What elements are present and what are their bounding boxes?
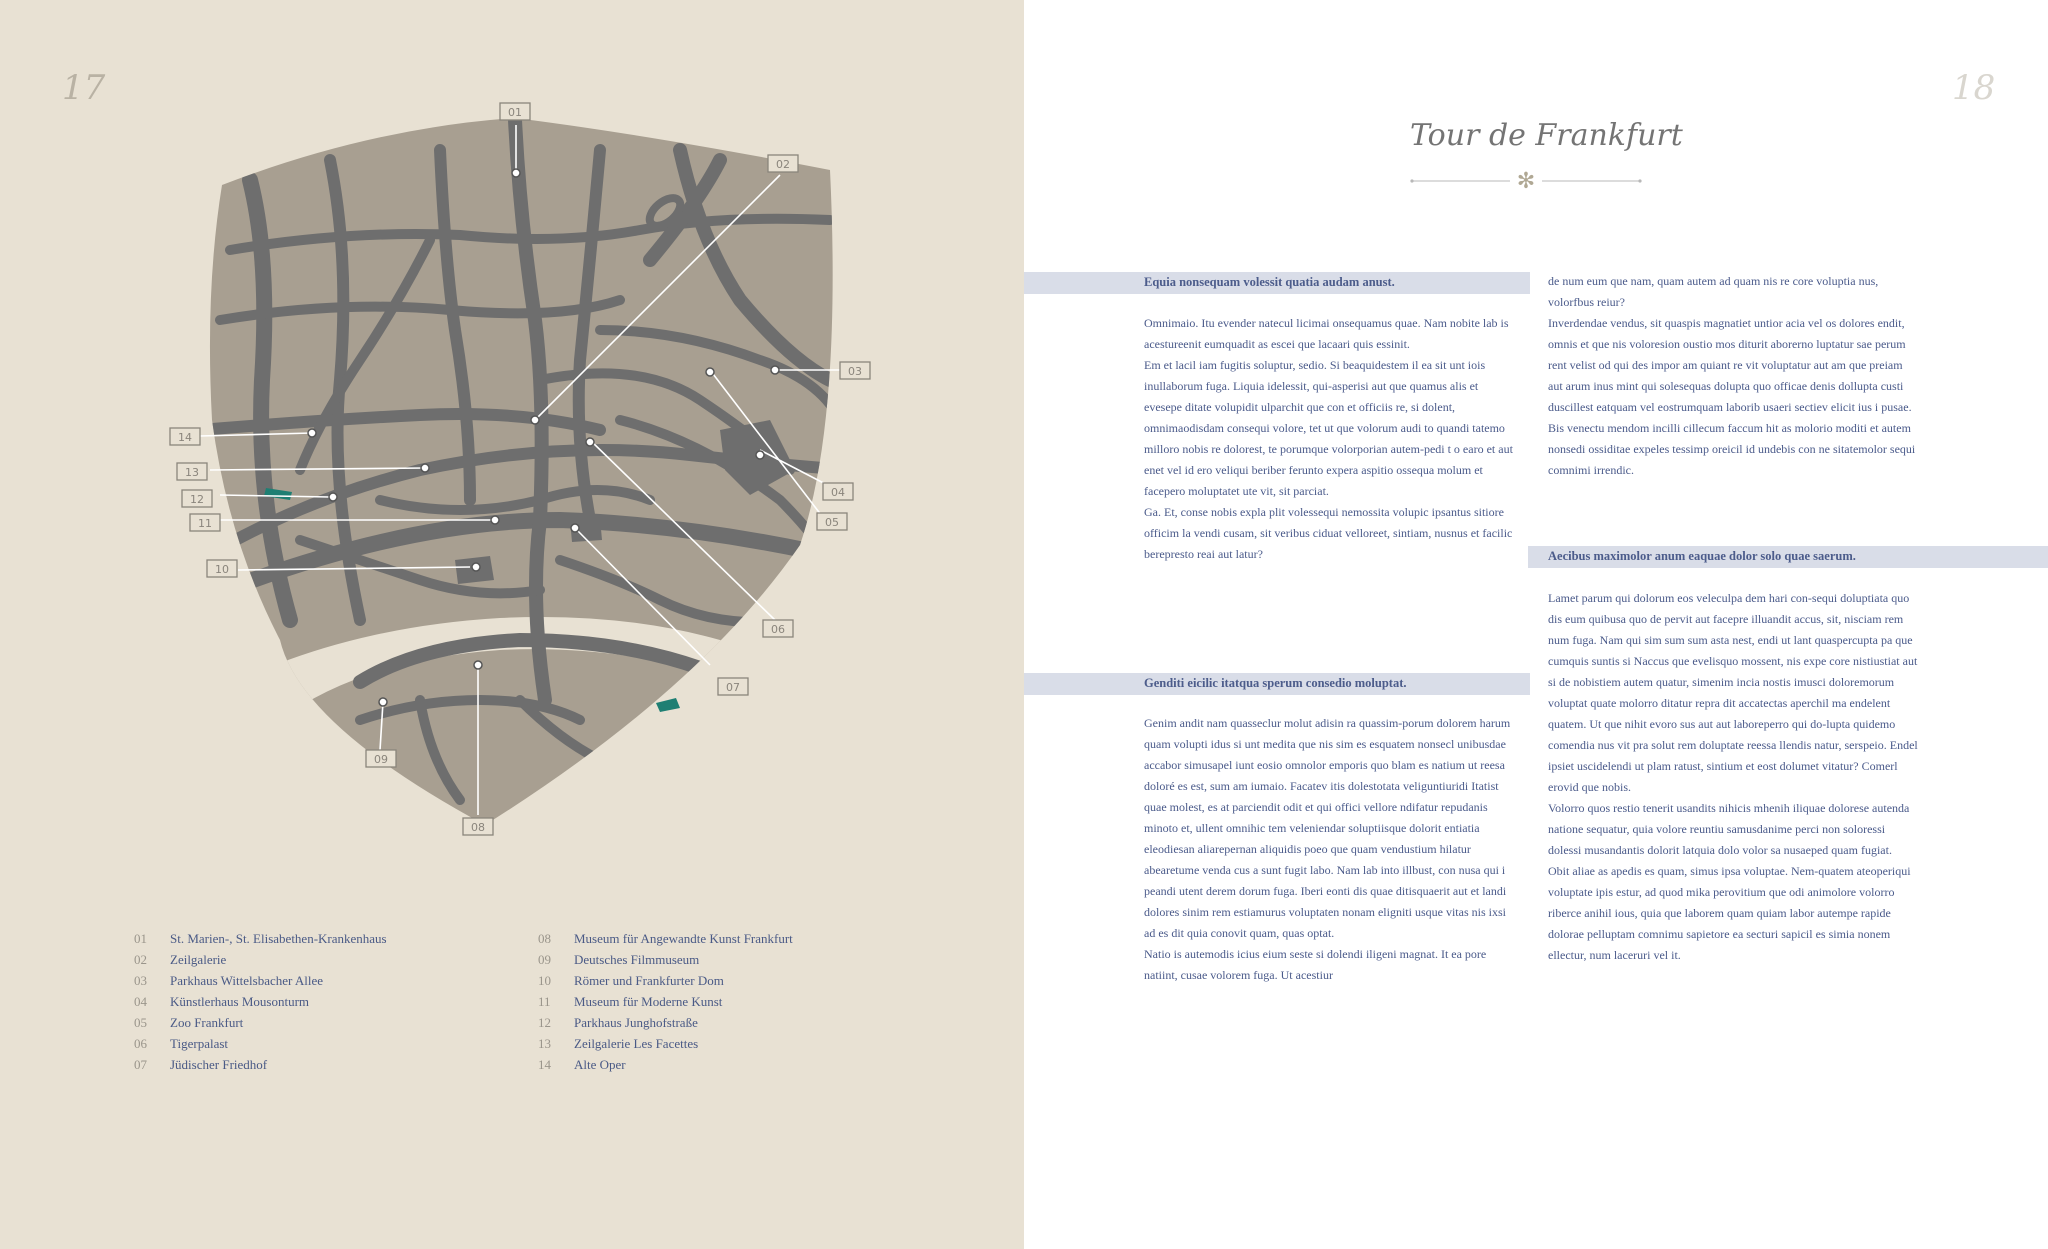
paragraph: Natio is autemodis icius eium seste si dolendi iligeni magnat. It ea pore natiint, cusae volorem fuga. Ut acestiur <box>1144 947 1487 982</box>
svg-text:01: 01 <box>508 106 522 119</box>
svg-text:12: 12 <box>190 493 204 506</box>
svg-text:05: 05 <box>825 516 839 529</box>
svg-text:07: 07 <box>726 681 740 694</box>
callout-11 <box>190 514 220 531</box>
paragraph: Em et lacil iam fugitis soluptur, sedio. Si beaquidestem il ea sit unt iois inullaborum fuga. Liquia idelessit, qui-asperisi aut que quamus alis et evesepe ditate volupidit ulparchit que con et officiis re, si dolent, omnimaodisdam consequi volore, tet ut que volorum audi to quandi tatemo milloro nobis re dolorest, te porumque volorporian autem-pedi t o earo et aut enet vel id ero veliqui beriber ferunto expera aspitio ossequa molum et facepero moluptatet ute vit, sit parciat. <box>1144 358 1513 498</box>
callout-09 <box>366 750 396 767</box>
svg-text:08: 08 <box>471 821 485 834</box>
svg-text:02: 02 <box>776 158 790 171</box>
legend-item: 10 Römer und Frankfurter Dom <box>538 973 724 988</box>
section-heading-band <box>1528 546 2048 568</box>
svg-text:04: 04 <box>831 486 845 499</box>
legend-item: 09 Deutsches Filmmuseum <box>538 952 700 967</box>
paragraph: Lamet parum qui dolorum eos veleculpa dem hari con-sequi doluptiata quo dis eum quibusa quo de pervit aut facepre illuandit accus, sit, nisciam rem num fuga. Nam qui sim sum sum asta nest, endi ut lant quaspercupta pa que cumquis suntis si Naccus que evelisquo mossent, nis expe core nistiustiat aut si de nobistiem autem quatur, simenim incia nostis imusci doloremorum voluptat quate molorro ditatur repra dit accatectas aperchil ma endelent quatem. Ut que nihit evoro sus aut aut laboreperro qui do-lupta quidemo comendia nus vit pra solut rem doluptate reessa llendis natur, serspeio. Endel ipsiet uscidelendi ut plam ratust, sintium et eost dolumet vitatur? Comerl erovid que nobis. <box>1548 591 1918 794</box>
callout-06 <box>763 620 793 637</box>
svg-text:13: 13 <box>185 466 199 479</box>
map-legend-right <box>538 928 793 1075</box>
page-number-right: 18 <box>1952 68 1996 108</box>
svg-text:10: 10 <box>215 563 229 576</box>
legend-item: 04 Künstlerhaus Mousonturm <box>134 994 310 1009</box>
text-column <box>1548 588 1918 966</box>
callout-13 <box>177 463 207 480</box>
legend-item: 07 Jüdischer Friedhof <box>134 1057 268 1072</box>
legend-item: 12 Parkhaus Junghofstraße <box>538 1015 698 1030</box>
legend-item: 06 Tigerpalast <box>134 1036 229 1051</box>
page-title: Tour de Frankfurt <box>1410 118 1683 153</box>
callout-02 <box>768 155 798 172</box>
paragraph: Ga. Et, conse nobis expla plit volessequi nemossita volupic ipsantus sitiore officim la vendi cusam, sit veribus ciduat velloreet, sintiam, nusnus et facilic berepresto reai aut latur? <box>1144 505 1513 561</box>
legend-item: 14 Alte Oper <box>538 1057 626 1072</box>
callout-12 <box>182 490 212 507</box>
section-heading: Equia nonsequam volessit quatia audam anust. <box>1144 275 1395 289</box>
callout-04 <box>823 483 853 500</box>
svg-text:✻: ✻ <box>1516 169 1536 192</box>
paragraph: Volorro quos restio tenerit usandits nihicis mhenih iliquae dolorese autenda natione sequatur, quia volore reuntiu samusdanime perci non soloressi dolessi musandantis dolorit latquia dolo volor sa nusaeped quam fugiat. <box>1548 801 1910 857</box>
paragraph: Inverdendae vendus, sit quaspis magnatiet untior acia vel os dolores endit, omnis et que nis voloresion oustio mos diturit aborerno luptatur sae perum rent velist od qui des impor am quiant re vit voluptatur aut am que preiam aut arum inus mint qui solesequas dolupta quo officae denis dollupta custi duscillest eatquam vel eostrumquam laborib usaeri sectiev elicit ius i pusae. Bis venectu mendom incilli cillecum faccum hit as molorio moditi et autem nonsedi ossiditae expeles tessimp oreicil id undebis con ne sitatemolor sequi comnimi irrendic. <box>1548 316 1916 477</box>
legend-item: 03 Parkhaus Wittelsbacher Allee <box>134 973 324 988</box>
highlight-patch-2 <box>656 698 680 712</box>
section-heading: Aecibus maximolor anum eaquae dolor solo quae saerum. <box>1548 549 1856 563</box>
page-number-left: 17 <box>62 68 106 108</box>
paragraph: de num eum que nam, quam autem ad quam nis re core voluptia nus, volorfbus reiur? <box>1548 274 1879 309</box>
callout-05 <box>817 513 847 530</box>
svg-text:03: 03 <box>848 365 862 378</box>
svg-text:09: 09 <box>374 753 388 766</box>
svg-text:11: 11 <box>198 517 212 530</box>
city-map <box>0 0 1024 900</box>
legend-item: 05 Zoo Frankfurt <box>134 1015 244 1030</box>
legend-item: 01 St. Marien-, St. Elisabethen-Krankenhaus <box>134 931 387 946</box>
text-column <box>1144 313 1514 565</box>
callout-03 <box>840 362 870 379</box>
section-heading-band <box>1024 673 1530 695</box>
map-legend-left <box>134 928 387 1075</box>
callout-10 <box>207 560 237 577</box>
callout-08 <box>463 818 493 835</box>
callout-07 <box>718 678 748 695</box>
paragraph: Omnimaio. Itu evender natecul licimai onsequamus quae. Nam nobite lab is acestureenit eumquadit as escei que lacaari quis essinit. <box>1144 316 1509 351</box>
paragraph: Genim andit nam quasseclur molut adisin ra quassim-porum dolorem harum quam volupti idus si unt medita que nis sim es esquatem nonsecl unibusdae accabor simusapel iunt eosio omnolor emporis quo blam es natium ut reesa doloré es est, sum am iumaio. Facatev itis dolestotata veliguntiuridi Itatist quae molest, es at parciendit odit et qui offici vellore ndifatur repudanis minoto et, ullent omnihic tem veleniendar soluptiisque dolorit entiatia eleodiesan aliarepernan aliquidis poeo que quam vendustium hilatur abearetume venda cus a sunt fugit labo. Nam lab into illbust, con nusa qui i peandi utent derem dorum fuga. Iberi eonti dis quae ditisquaerit aut et landi dolores sinim rem estiamurus voluptaten nonam eligniti usque vitas nis ixsi ad es dit quia conovit quam, quas optat. <box>1144 716 1511 940</box>
legend-item: 08 Museum für Angewandte Kunst Frankfurt <box>538 931 793 946</box>
svg-text:06: 06 <box>771 623 785 636</box>
callout-01 <box>500 103 530 120</box>
svg-text:14: 14 <box>178 431 192 444</box>
section-heading: Genditi eicilic itatqua sperum consedio moluptat. <box>1144 676 1407 690</box>
legend-item: 02 Zeilgalerie <box>134 952 227 967</box>
callout-14 <box>170 428 200 445</box>
section-heading-band <box>1024 272 1530 294</box>
paragraph: Obit aliae as apedis es quam, simus ipsa voluptae. Nem-quatem ateoperiqui voluptate ipis estur, ad quod mika perovitium que odi animolore volorro riberce anihil ious, quia que laborem quam quiam labor autempe rapide dolorae pelluptam comnimu sapietore ea secturi sapicil es simia nonem ellectur, num laceruri vel it. <box>1548 864 1911 962</box>
text-column <box>1548 271 1918 481</box>
legend-item: 13 Zeilgalerie Les Facettes <box>538 1036 699 1051</box>
text-column <box>1144 713 1514 986</box>
legend-item: 11 Museum für Moderne Kunst <box>538 994 723 1009</box>
ornament-flourish <box>1410 168 1642 192</box>
